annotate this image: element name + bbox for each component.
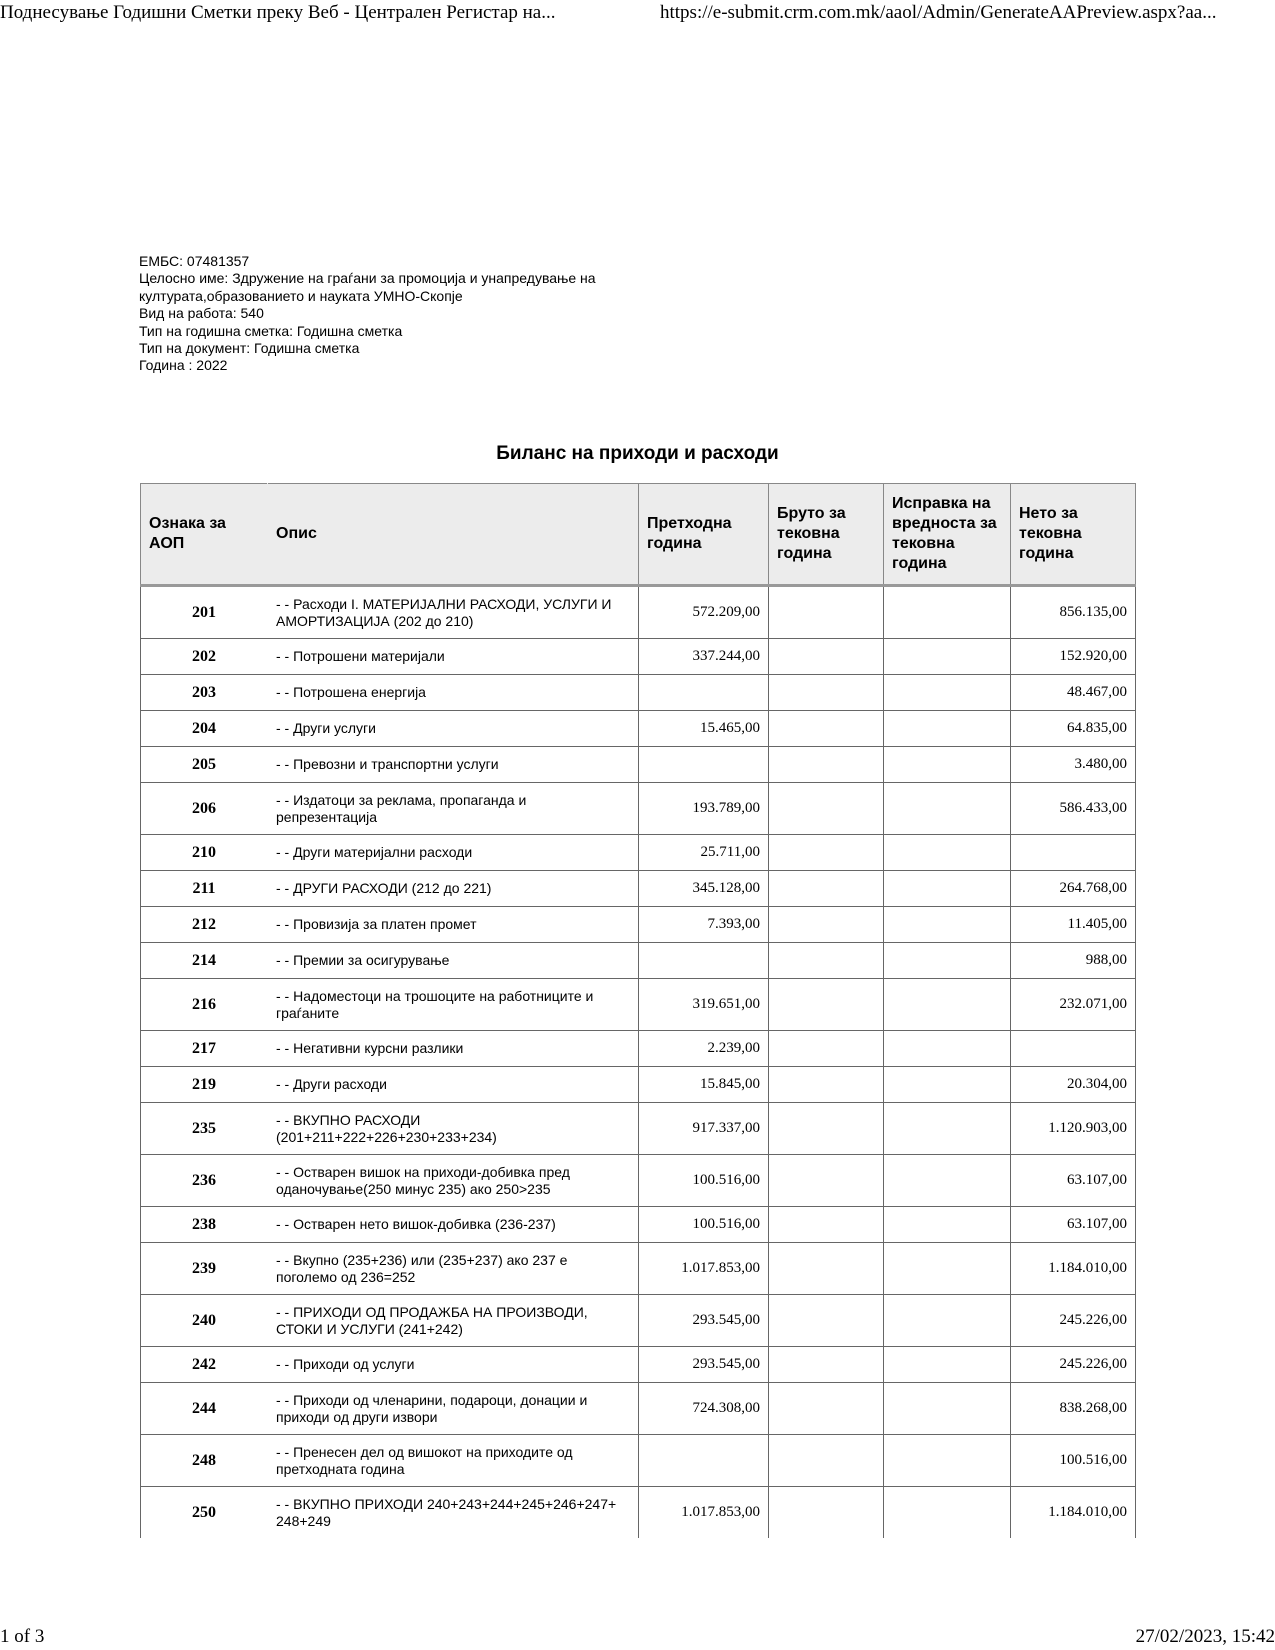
table-row <box>141 639 1136 675</box>
aop-code: 238 <box>141 1207 268 1243</box>
gross-current-year-value <box>769 639 884 675</box>
net-current-year-value: 1.184.010,00 <box>1011 1243 1136 1295</box>
value-adjustment-value <box>884 1295 1011 1347</box>
aop-code: 240 <box>141 1295 268 1347</box>
activity-code: Вид на работа: 540 <box>139 305 264 322</box>
aop-code: 214 <box>141 943 268 979</box>
previous-year-value: 15.845,00 <box>639 1067 769 1103</box>
aop-code: 210 <box>141 835 268 871</box>
header-value-adjustment: Исправка на вредноста за тековна година <box>884 484 1011 586</box>
previous-year-value: 917.337,00 <box>639 1103 769 1155</box>
net-current-year-value: 232.071,00 <box>1011 979 1136 1031</box>
previous-year-value <box>639 1435 769 1487</box>
value-adjustment-value <box>884 711 1011 747</box>
gross-current-year-value <box>769 1487 884 1539</box>
gross-current-year-value <box>769 1243 884 1295</box>
previous-year-value <box>639 675 769 711</box>
description: - - Други услуги <box>268 711 639 747</box>
description: - - Расходи I. МАТЕРИЈАЛНИ РАСХОДИ, УСЛУГИ И АМОРТИЗАЦИЈА (202 до 210) <box>268 586 639 639</box>
value-adjustment-value <box>884 1383 1011 1435</box>
gross-current-year-value <box>769 1383 884 1435</box>
description: - - Негативни курсни разлики <box>268 1031 639 1067</box>
gross-current-year-value <box>769 943 884 979</box>
table-row <box>141 979 1136 1031</box>
value-adjustment-value <box>884 1487 1011 1539</box>
net-current-year-value <box>1011 835 1136 871</box>
aop-code: 250 <box>141 1487 268 1539</box>
previous-year-value: 25.711,00 <box>639 835 769 871</box>
net-current-year-value: 1.120.903,00 <box>1011 1103 1136 1155</box>
gross-current-year-value <box>769 907 884 943</box>
entity-info <box>139 253 659 375</box>
previous-year-value <box>639 747 769 783</box>
description: - - Премии за осигурување <box>268 943 639 979</box>
previous-year-value: 1.017.853,00 <box>639 1487 769 1539</box>
table-row <box>141 907 1136 943</box>
value-adjustment-value <box>884 1103 1011 1155</box>
previous-year-value: 2.239,00 <box>639 1031 769 1067</box>
aop-code: 217 <box>141 1031 268 1067</box>
description: - - Други материјални расходи <box>268 835 639 871</box>
description: - - Остварен нето вишок-добивка (236-237) <box>268 1207 639 1243</box>
table-row <box>141 835 1136 871</box>
table-row <box>141 1067 1136 1103</box>
table-row <box>141 1347 1136 1383</box>
aop-code: 205 <box>141 747 268 783</box>
aop-code: 244 <box>141 1383 268 1435</box>
previous-year-value: 293.545,00 <box>639 1347 769 1383</box>
gross-current-year-value <box>769 586 884 639</box>
gross-current-year-value <box>769 1031 884 1067</box>
value-adjustment-value <box>884 586 1011 639</box>
description: - - Провизија за платен промет <box>268 907 639 943</box>
description: - - Приходи од членарини, подароци, донации и приходи од други извори <box>268 1383 639 1435</box>
net-current-year-value: 63.107,00 <box>1011 1207 1136 1243</box>
description: - - Превозни и транспортни услуги <box>268 747 639 783</box>
net-current-year-value: 64.835,00 <box>1011 711 1136 747</box>
value-adjustment-value <box>884 979 1011 1031</box>
previous-year-value: 15.465,00 <box>639 711 769 747</box>
gross-current-year-value <box>769 1295 884 1347</box>
table-row <box>141 1243 1136 1295</box>
aop-code: 206 <box>141 783 268 835</box>
header-previous-year: Претходна година <box>639 484 769 586</box>
browser-page-title: Поднесување Годишни Сметки преку Веб - Централен Регистар на... <box>0 2 556 23</box>
net-current-year-value: 1.184.010,00 <box>1011 1487 1136 1539</box>
gross-current-year-value <box>769 1103 884 1155</box>
table-row <box>141 747 1136 783</box>
aop-code: 212 <box>141 907 268 943</box>
table-row <box>141 1031 1136 1067</box>
gross-current-year-value <box>769 1067 884 1103</box>
gross-current-year-value <box>769 979 884 1031</box>
value-adjustment-value <box>884 747 1011 783</box>
net-current-year-value: 838.268,00 <box>1011 1383 1136 1435</box>
gross-current-year-value <box>769 1347 884 1383</box>
previous-year-value: 572.209,00 <box>639 586 769 639</box>
net-current-year-value: 3.480,00 <box>1011 747 1136 783</box>
value-adjustment-value <box>884 1243 1011 1295</box>
table-row <box>141 1487 1136 1539</box>
gross-current-year-value <box>769 835 884 871</box>
aop-code: 235 <box>141 1103 268 1155</box>
table-row <box>141 1207 1136 1243</box>
aop-code: 211 <box>141 871 268 907</box>
table-row <box>141 711 1136 747</box>
gross-current-year-value <box>769 1207 884 1243</box>
value-adjustment-value <box>884 675 1011 711</box>
value-adjustment-value <box>884 871 1011 907</box>
browser-url: https://e-submit.crm.com.mk/aaol/Admin/GenerateAAPreview.aspx?aa... <box>660 2 1217 23</box>
table-header-row <box>141 484 1136 586</box>
aop-code: 203 <box>141 675 268 711</box>
report-title: Биланс на приходи и расходи <box>496 443 779 464</box>
table-row <box>141 586 1136 639</box>
value-adjustment-value <box>884 783 1011 835</box>
net-current-year-value: 20.304,00 <box>1011 1067 1136 1103</box>
gross-current-year-value <box>769 675 884 711</box>
income-expense-table <box>140 483 1136 1538</box>
annual-account-type: Тип на годишна сметка: Годишна сметка <box>139 322 403 339</box>
previous-year-value: 100.516,00 <box>639 1155 769 1207</box>
value-adjustment-value <box>884 907 1011 943</box>
report-year: Година : 2022 <box>139 357 228 374</box>
full-name-line2: културата,образованието и науката УМНО-Скопје <box>139 287 463 304</box>
aop-code: 219 <box>141 1067 268 1103</box>
table-row <box>141 1383 1136 1435</box>
description: - - ПРИХОДИ ОД ПРОДАЖБА НА ПРОИЗВОДИ, СТОКИ И УСЛУГИ (241+242) <box>268 1295 639 1347</box>
description: - - Потрошена енергија <box>268 675 639 711</box>
description: - - Други расходи <box>268 1067 639 1103</box>
print-datetime: 27/02/2023, 15:42 <box>1135 1626 1275 1647</box>
description: - - ВКУПНО РАСХОДИ (201+211+222+226+230+233+234) <box>268 1103 639 1155</box>
value-adjustment-value <box>884 943 1011 979</box>
previous-year-value: 1.017.853,00 <box>639 1243 769 1295</box>
net-current-year-value: 586.433,00 <box>1011 783 1136 835</box>
header-aop: Ознака за АОП <box>141 484 268 586</box>
table-row <box>141 871 1136 907</box>
embs: ЕМБС: 07481357 <box>139 253 250 269</box>
aop-code: 239 <box>141 1243 268 1295</box>
description: - - Остварен вишок на приходи-добивка пред оданочување(250 минус 235) ако 250>235 <box>268 1155 639 1207</box>
header-net-current-year: Нето за тековна година <box>1011 484 1136 586</box>
net-current-year-value: 245.226,00 <box>1011 1347 1136 1383</box>
document-type: Тип на документ: Годишна сметка <box>139 340 360 357</box>
description: - - Потрошени материјали <box>268 639 639 675</box>
previous-year-value: 345.128,00 <box>639 871 769 907</box>
previous-year-value: 724.308,00 <box>639 1383 769 1435</box>
gross-current-year-value <box>769 783 884 835</box>
net-current-year-value: 152.920,00 <box>1011 639 1136 675</box>
table-row <box>141 675 1136 711</box>
table-row <box>141 783 1136 835</box>
gross-current-year-value <box>769 1435 884 1487</box>
header-description: Опис <box>268 484 639 586</box>
previous-year-value: 337.244,00 <box>639 639 769 675</box>
net-current-year-value: 48.467,00 <box>1011 675 1136 711</box>
page-number: 1 of 3 <box>0 1626 45 1647</box>
previous-year-value: 319.651,00 <box>639 979 769 1031</box>
previous-year-value <box>639 943 769 979</box>
value-adjustment-value <box>884 639 1011 675</box>
table-row <box>141 1295 1136 1347</box>
net-current-year-value: 245.226,00 <box>1011 1295 1136 1347</box>
previous-year-value: 293.545,00 <box>639 1295 769 1347</box>
value-adjustment-value <box>884 1435 1011 1487</box>
table-row <box>141 943 1136 979</box>
gross-current-year-value <box>769 747 884 783</box>
net-current-year-value: 63.107,00 <box>1011 1155 1136 1207</box>
net-current-year-value <box>1011 1031 1136 1067</box>
table-row <box>141 1155 1136 1207</box>
table-row <box>141 1103 1136 1155</box>
description: - - ВКУПНО ПРИХОДИ 240+243+244+245+246+247+ 248+249 <box>268 1487 639 1539</box>
header-gross-current-year: Бруто за тековна година <box>769 484 884 586</box>
table-row <box>141 1435 1136 1487</box>
description: - - Издатоци за реклама, пропаганда и репрезентација <box>268 783 639 835</box>
description: - - Вкупно (235+236) или (235+237) ако 237 е поголемо од 236=252 <box>268 1243 639 1295</box>
description: - - Пренесен дел од вишокот на приходите од претходната година <box>268 1435 639 1487</box>
aop-code: 236 <box>141 1155 268 1207</box>
net-current-year-value: 856.135,00 <box>1011 586 1136 639</box>
description: - - ДРУГИ РАСХОДИ (212 до 221) <box>268 871 639 907</box>
full-name-line1: Целосно име: Здружение на граѓани за промоција и унапредување на <box>139 270 596 287</box>
description: - - Приходи од услуги <box>268 1347 639 1383</box>
aop-code: 201 <box>141 586 268 639</box>
aop-code: 242 <box>141 1347 268 1383</box>
value-adjustment-value <box>884 835 1011 871</box>
value-adjustment-value <box>884 1067 1011 1103</box>
previous-year-value: 100.516,00 <box>639 1207 769 1243</box>
aop-code: 204 <box>141 711 268 747</box>
previous-year-value: 193.789,00 <box>639 783 769 835</box>
description: - - Надоместоци на трошоците на работниците и граѓаните <box>268 979 639 1031</box>
net-current-year-value: 988,00 <box>1011 943 1136 979</box>
gross-current-year-value <box>769 1155 884 1207</box>
gross-current-year-value <box>769 871 884 907</box>
previous-year-value: 7.393,00 <box>639 907 769 943</box>
aop-code: 248 <box>141 1435 268 1487</box>
net-current-year-value: 11.405,00 <box>1011 907 1136 943</box>
gross-current-year-value <box>769 711 884 747</box>
value-adjustment-value <box>884 1347 1011 1383</box>
net-current-year-value: 264.768,00 <box>1011 871 1136 907</box>
value-adjustment-value <box>884 1155 1011 1207</box>
aop-code: 202 <box>141 639 268 675</box>
value-adjustment-value <box>884 1207 1011 1243</box>
aop-code: 216 <box>141 979 268 1031</box>
net-current-year-value: 100.516,00 <box>1011 1435 1136 1487</box>
value-adjustment-value <box>884 1031 1011 1067</box>
